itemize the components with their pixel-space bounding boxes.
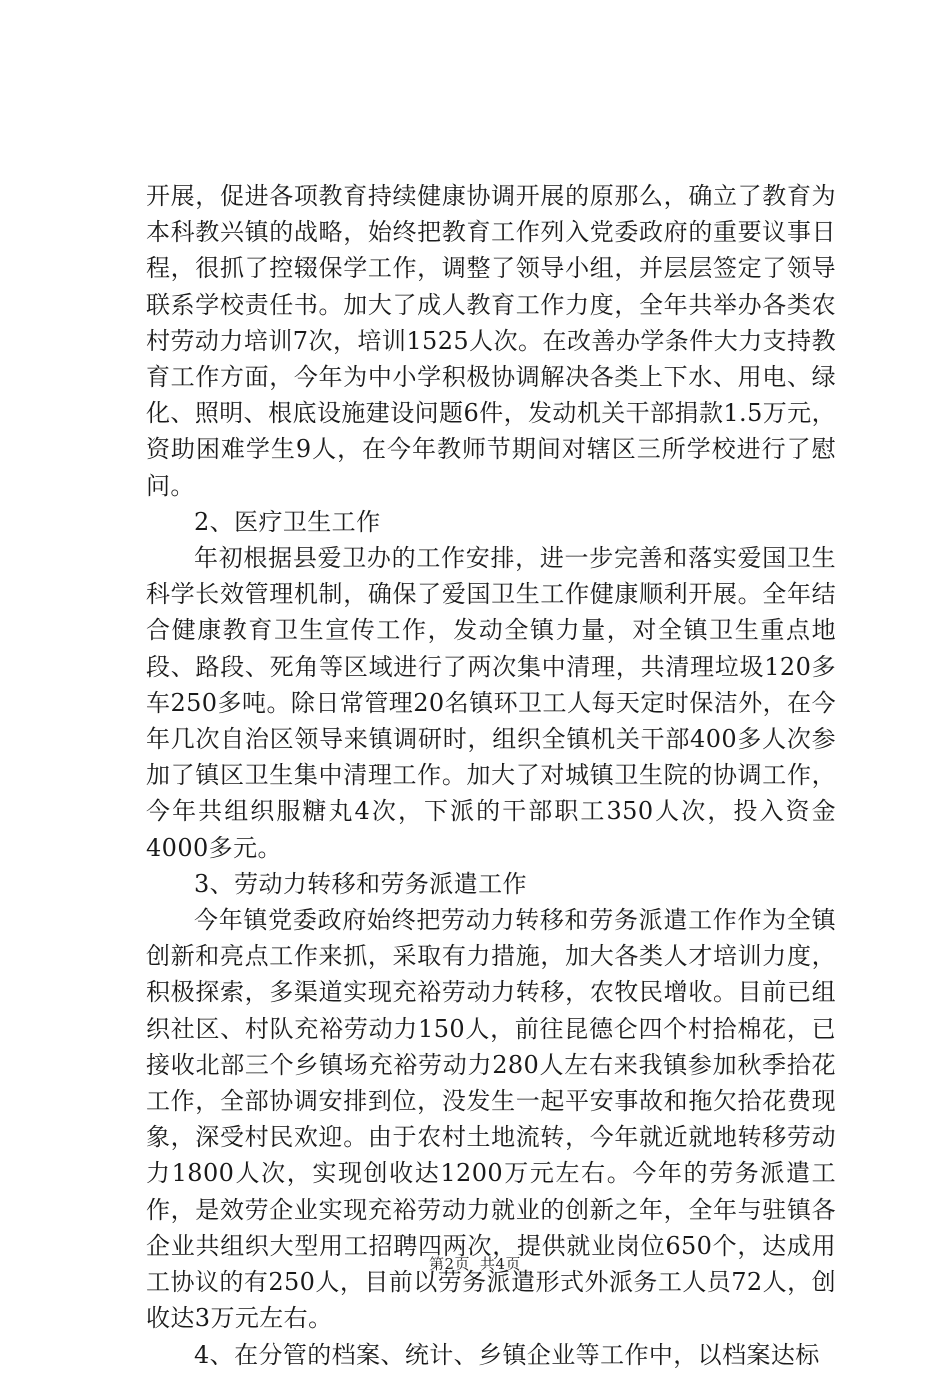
paragraph-labor-transfer: 今年镇党委政府始终把劳动力转移和劳务派遣工作作为全镇创新和亮点工作来抓，采取有力措施，加大各类人才培训力度，积极探索，多渠道实现充裕劳动力转移，农牧民增收。目前已组织社区、村队充裕劳动力150人，前往昆德仑四个村拾棉花，已接收北部三个乡镇场充裕劳动力280人左右来我镇参加秋季拾花工作，全部协调安排到位，没发生一起平安事故和拖欠拾花费现象，深受村民欢迎。由于农村土地流转，今年就近就地转移劳动力1800人次，实现创收达1200万元左右。今年的劳务派遣工作，是效劳企业实现充裕劳动力就业的创新之年，全年与驻镇各企业共组织大型用工招聘四两次，提供就业岗位650个，达成用工协议的有250人，目前以劳务派遣形式外派务工人员72人，创收达3万元左右。 — [146, 906, 836, 1333]
paragraph-medical-health: 年初根据县爱卫办的工作安排，进一步完善和落实爱国卫生科学长效管理机制，确保了爱国卫生工作健康顺利开展。全年结合健康教育卫生宣传工作，发动全镇力量，对全镇卫生重点地段、路段、死角等区域进行了两次集中清理，共清理垃圾120多车250多吨。除日常管理20名镇环卫工人每天定时保洁外，在今年几次自治区领导来镇调研时，组织全镇机关干部400多人次参加了镇区卫生集中清理工作。加大了对城镇卫生院的协调工作，今年共组织服糖丸4次，下派的干部职工350人次，投入资金4000多元。 — [146, 544, 836, 862]
paragraph-education-continuation: 开展，促进各项教育持续健康协调开展的原那么，确立了教育为本科教兴镇的战略，始终把教育工作列入党委政府的重要议事日程，很抓了控辍保学工作，调整了领导小组，并层层签定了领导联系学校责任书。加大了成人教育工作力度，全年共举办各类农村劳动力培训7次，培训1525人次。在改善办学条件大力支持教育工作方面，今年为中小学积极协调解决各类上下水、用电、绿化、照明、根底设施建设问题6件，发动机关干部捐款1.5万元，资助困难学生9人，在今年教师节期间对辖区三所学校进行了慰问。 — [146, 182, 836, 500]
page-footer — [0, 1253, 950, 1274]
page-total: 共4页 — [480, 1255, 522, 1273]
section-heading-labor-transfer: 3、劳动力转移和劳务派遣工作 — [194, 869, 527, 898]
paragraph-archives-statistics: 4、在分管的档案、统计、乡镇企业等工作中，以档案达标 — [194, 1340, 820, 1369]
page-number: 第2页 — [428, 1255, 470, 1273]
document-body — [146, 178, 836, 1373]
section-heading-medical-health: 2、医疗卫生工作 — [194, 507, 381, 536]
